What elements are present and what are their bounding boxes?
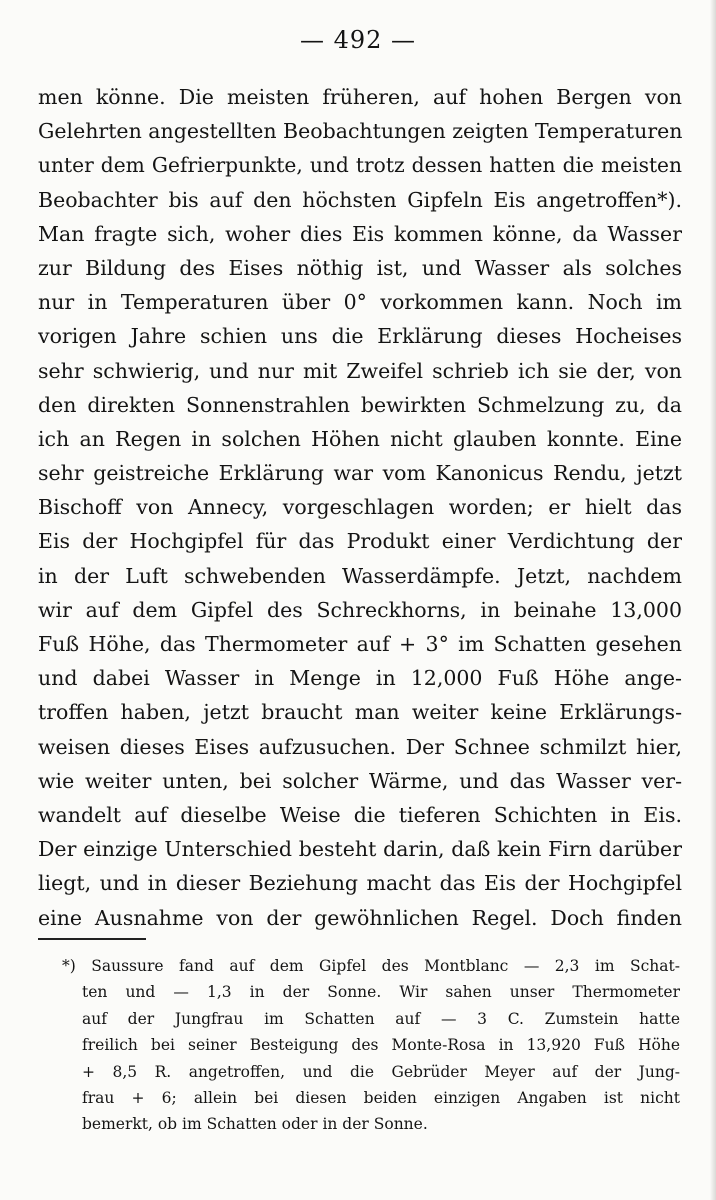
text-line: sehr geistreiche Erklärung war vom Kanonicus Rendu, jetzt [38,461,682,486]
text-line: ich an Regen in solchen Höhen nicht glauben konnte. Eine [38,426,682,451]
footnote-line: ten und — 1,3 in der Sonne. Wir sahen unser Thermometer [82,983,680,1002]
text-line: Fuß Höhe, das Thermometer auf + 3° im Schatten gesehen [38,632,682,656]
text-line: wie weiter unten, bei solcher Wärme, und das Wasser ver- [38,768,682,793]
text-line: Bischoff von Annecy, vorgeschlagen worden; er hielt das [38,495,682,520]
text-line: den direkten Sonnenstrahlen bewirkten Schmelzung zu, da [38,392,682,417]
body-text [38,80,682,935]
text-line: men könne. Die meisten früheren, auf hohen Bergen von [38,85,682,109]
footnote [62,953,680,1138]
text-line: unter dem Gefrierpunkte, und trotz dessen hatten die meisten [38,153,682,178]
text-line: nur in Temperaturen über 0° vorkommen kann. Noch im [38,290,682,315]
text-line: wir auf dem Gipfel des Schreckhorns, in beinahe 13,000 [38,597,682,622]
text-line: Eis der Hochgipfel für das Produkt einer Verdichtung der [38,529,682,554]
footnote-line: frau + 6; allein bei diesen beiden einzigen Angaben ist nicht [82,1088,680,1107]
text-line: eine Ausnahme von der gewöhnlichen Regel. Doch finden [38,905,682,930]
text-line: zur Bildung des Eises nöthig ist, und Wasser als solches [38,255,682,280]
text-line: Man fragte sich, woher dies Eis kommen könne, da Wasser [38,221,682,246]
text-line: liegt, und in dieser Beziehung macht das Eis der Hochgipfel [38,871,682,896]
text-line: wandelt auf dieselbe Weise die tieferen Schichten in Eis. [38,802,682,827]
footnote-separator [38,938,146,940]
page-edge-shadow [710,0,716,1200]
text-line: Gelehrten angestellten Beobachtungen zeigten Temperaturen [38,119,682,144]
footnote-line: auf der Jungfrau im Schatten auf — 3 C. Zumstein hatte [82,1009,680,1028]
footnote-line: freilich bei seiner Besteigung des Monte-Rosa in 13,920 Fuß Höhe [82,1036,680,1055]
text-line: Der einzige Unterschied besteht darin, daß kein Firn darüber [38,837,682,862]
footnote-line: bemerkt, ob im Schatten oder in der Sonne. [82,1115,428,1134]
footnote-line: *) Saussure fand auf dem Gipfel des Montblanc — 2,3 im Schat- [62,957,680,975]
text-line: sehr schwierig, und nur mit Zweifel schrieb ich sie der, von [38,358,682,383]
text-line: und dabei Wasser in Menge in 12,000 Fuß Höhe ange- [38,666,682,691]
page-number: — 492 — [299,26,417,54]
text-line: vorigen Jahre schien uns die Erklärung dieses Hocheises [38,324,682,349]
text-line: in der Luft schwebenden Wasserdämpfe. Jetzt, nachdem [38,563,682,588]
footnote-line: + 8,5 R. angetroffen, und die Gebrüder Meyer auf der Jung- [82,1062,680,1081]
text-line: troffen haben, jetzt braucht man weiter keine Erklärungs- [38,700,682,725]
text-line: weisen dieses Eises aufzusuchen. Der Schnee schmilzt hier, [38,734,682,759]
text-line: Beobachter bis auf den höchsten Gipfeln Eis angetroffen*). [38,187,682,212]
